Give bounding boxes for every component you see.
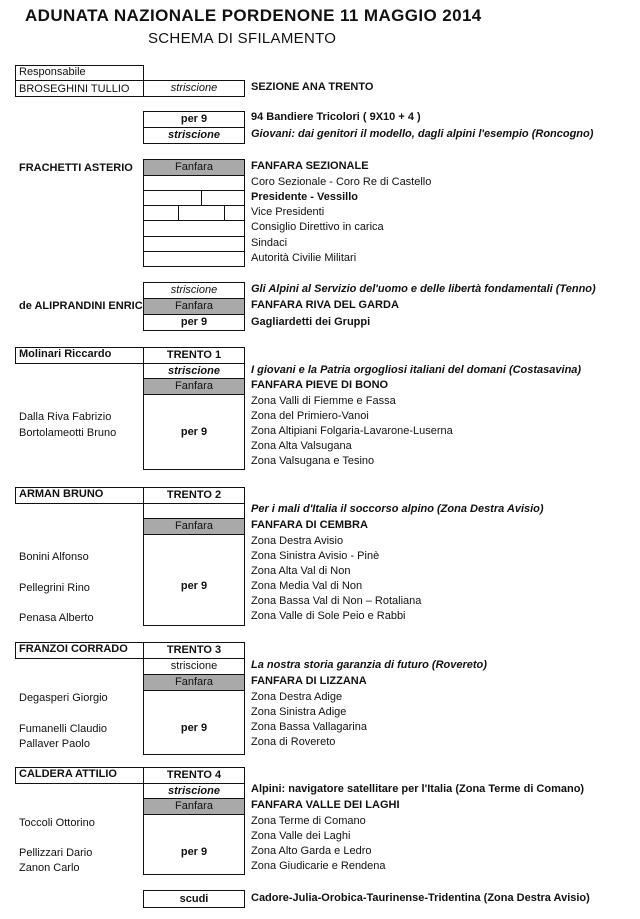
fanfara-name: FANFARA DI LIZZANA xyxy=(251,675,367,687)
fanfara-cell: Fanfara xyxy=(143,378,245,395)
section-name: SEZIONE ANA TRENTO xyxy=(251,81,374,93)
zone-line: Zona Alto Garda e Ledro xyxy=(251,845,372,857)
fanfara-name: FANFARA VALLE DEI LAGHI xyxy=(251,799,400,811)
person-name: Pallaver Paolo xyxy=(19,738,90,750)
motto-line: I giovani e la Patria orgogliosi italiani del domani (Costasavina) xyxy=(251,364,582,376)
leader-name: FRACHETTI ASTERIO xyxy=(19,162,133,174)
zone-line: Zona Bassa Val di Non – Rotaliana xyxy=(251,595,422,607)
zone-line: Zona Alta Val di Non xyxy=(251,565,351,577)
person-name: Penasa Alberto xyxy=(19,612,94,624)
row-line: Sindaci xyxy=(251,237,288,249)
fanfara-name: FANFARA RIVA DEL GARDA xyxy=(251,299,399,311)
formation-cell: per 9 xyxy=(143,314,245,331)
zone-line: Zona del Primiero-Vanoi xyxy=(251,410,369,422)
zone-line: Zona di Rovereto xyxy=(251,736,336,748)
row-line: Gagliardetti dei Gruppi xyxy=(251,316,371,328)
zone-line: Zona Destra Avisio xyxy=(251,535,344,547)
banner-cell: striscione xyxy=(143,80,245,97)
fanfara-cell: Fanfara xyxy=(143,674,245,691)
fanfara-cell: Fanfara xyxy=(143,518,245,535)
zone-line: Zona Valli di Fiemme e Fassa xyxy=(251,395,396,407)
group-header-cell: TRENTO 3 xyxy=(143,642,245,659)
motto-line: La nostra storia garanzia di futuro (Rovereto) xyxy=(251,659,487,671)
responsible-name: BROSEGHINI TULLIO xyxy=(19,83,130,95)
row-line: Autorità Civilie Militari xyxy=(251,252,357,264)
row-line: Coro Sezionale - Coro Re di Castello xyxy=(251,176,432,188)
fanfara-cell: Fanfara xyxy=(143,298,245,315)
zone-line: Zona Giudicarie e Rendena xyxy=(251,860,386,872)
banner-cell: striscione xyxy=(143,282,245,299)
formation-cell: per 9 xyxy=(143,111,245,128)
row-line: Consiglio Direttivo in carica xyxy=(251,221,384,233)
zone-line: Zona Altipiani Folgaria-Lavarone-Luserna xyxy=(251,425,453,437)
zone-line: Zona Alta Valsugana xyxy=(251,440,352,452)
motto-line: Gli Alpini al Servizio del'uomo e delle libertà fondamentali (Tenno) xyxy=(251,283,596,295)
group-header-cell: TRENTO 1 xyxy=(143,347,245,364)
fanfara-name: FANFARA SEZIONALE xyxy=(251,160,369,172)
page-title: ADUNATA NAZIONALE PORDENONE 11 MAGGIO 2014 xyxy=(25,6,482,25)
motto-line: Giovani: dai genitori il modello, dagli alpini l'esempio (Roncogno) xyxy=(251,128,594,140)
row-line: Presidente - Vessillo xyxy=(251,191,358,203)
leader-name: CALDERA ATTILIO xyxy=(19,768,117,780)
zone-line: Zona Terme di Comano xyxy=(251,815,366,827)
group-header-cell: TRENTO 2 xyxy=(143,487,245,504)
formation-label: per 9 xyxy=(180,722,208,734)
fanfara-name: FANFARA PIEVE DI BONO xyxy=(251,379,389,391)
person-name: Degasperi Giorgio xyxy=(19,692,108,704)
person-name: Bonini Alfonso xyxy=(19,551,89,563)
person-name: Bortolameotti Bruno xyxy=(19,427,117,439)
zone-line: Zona Valle di Sole Peio e Rabbi xyxy=(251,610,406,622)
leader-name: FRANZOI CORRADO xyxy=(19,643,128,655)
person-name: Pellegrini Rino xyxy=(19,582,90,594)
zone-line: Zona Valsugana e Tesino xyxy=(251,455,375,467)
person-name: Dalla Riva Fabrizio xyxy=(19,411,112,423)
banner-cell: striscione xyxy=(143,363,245,379)
motto-line: Alpini: navigatore satellitare per l'Italia (Zona Terme di Comano) xyxy=(251,783,585,795)
banner-cell: striscione xyxy=(143,783,245,799)
formation-label: per 9 xyxy=(180,580,208,592)
flags-line: 94 Bandiere Tricolori ( 9X10 + 4 ) xyxy=(251,111,421,123)
banner-cell: striscione xyxy=(143,127,245,144)
zone-line: Zona Media Val di Non xyxy=(251,580,363,592)
leader-name: ARMAN BRUNO xyxy=(19,488,104,500)
responsible-label: Responsabile xyxy=(19,66,86,78)
group-header-cell: TRENTO 4 xyxy=(143,767,245,784)
person-name: Fumanelli Claudio xyxy=(19,723,108,735)
row-line: Vice Presidenti xyxy=(251,206,325,218)
zone-line: Zona Valle dei Laghi xyxy=(251,830,351,842)
person-name: Pellizzari Dario xyxy=(19,847,93,859)
banner-cell: striscione xyxy=(143,658,245,675)
person-name: Toccoli Ottorino xyxy=(19,817,95,829)
leader-name: de ALIPRANDINI ENRIC xyxy=(19,300,143,312)
shields-cell: scudi xyxy=(143,890,245,908)
zone-line: Zona Sinistra Avisio - Pinè xyxy=(251,550,380,562)
page-subtitle: SCHEMA DI SFILAMENTO xyxy=(148,30,337,47)
fanfara-name: FANFARA DI CEMBRA xyxy=(251,519,368,531)
zone-line: Zona Bassa Vallagarina xyxy=(251,721,367,733)
zone-line: Zona Destra Adige xyxy=(251,691,343,703)
formation-label: per 9 xyxy=(180,846,208,858)
zone-line: Zona Sinistra Adige xyxy=(251,706,347,718)
shields-line: Cadore-Julia-Orobica-Taurinense-Tridentina (Zona Destra Avisio) xyxy=(251,892,590,904)
fanfara-cell: Fanfara xyxy=(143,159,245,176)
leader-name: Molinari Riccardo xyxy=(19,348,112,360)
motto-line: Per i mali d'Italia il soccorso alpino (Zona Destra Avisio) xyxy=(251,503,544,515)
person-name: Zanon Carlo xyxy=(19,862,80,874)
formation-label: per 9 xyxy=(180,426,208,438)
fanfara-cell: Fanfara xyxy=(143,798,245,815)
